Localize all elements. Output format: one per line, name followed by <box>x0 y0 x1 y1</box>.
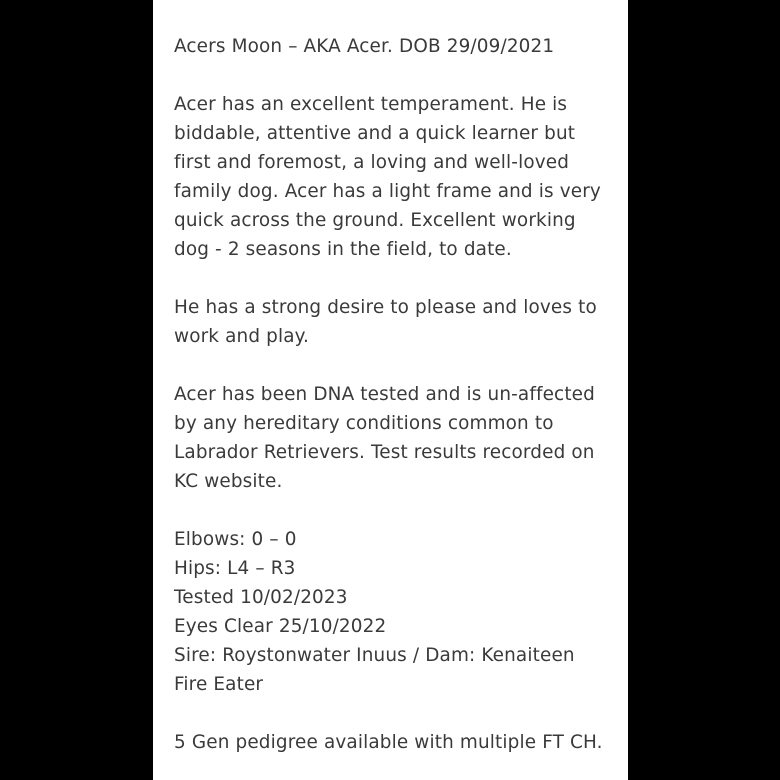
sire-dam-line-continued: Fire Eater <box>174 674 264 695</box>
title-line: Acers Moon – AKA Acer. DOB 29/09/2021 <box>174 36 555 57</box>
temperament-line: dog - 2 seasons in the field, to date. <box>174 239 512 260</box>
elbows-line: Elbows: 0 – 0 <box>174 529 297 550</box>
dna-line: KC website. <box>174 471 283 492</box>
desire-line: He has a strong desire to please and loves to <box>174 297 597 318</box>
hips-line: Hips: L4 – R3 <box>174 558 296 579</box>
dna-line: Labrador Retrievers. Test results recorded on <box>174 442 595 463</box>
desire-paragraph <box>174 293 628 351</box>
dna-line: Acer has been DNA tested and is un-affected <box>174 384 595 405</box>
temperament-line: Acer has an excellent temperament. He is <box>174 94 568 115</box>
sire-dam-line: Sire: Roystonwater Inuus / Dam: Kenaiteen <box>174 645 575 666</box>
pedigree-line: 5 Gen pedigree available with multiple FT CH. <box>174 732 603 753</box>
dna-line: by any hereditary conditions common to <box>174 413 554 434</box>
temperament-paragraph <box>174 90 628 264</box>
eyes-line: Eyes Clear 25/10/2022 <box>174 616 387 637</box>
tested-line: Tested 10/02/2023 <box>174 587 348 608</box>
temperament-line: biddable, attentive and a quick learner but <box>174 123 576 144</box>
document-page <box>153 0 628 780</box>
desire-line: work and play. <box>174 326 310 347</box>
health-paragraph <box>174 525 628 699</box>
temperament-line: first and foremost, a loving and well-loved <box>174 152 570 173</box>
temperament-line: family dog. Acer has a light frame and is very <box>174 181 601 202</box>
temperament-line: quick across the ground. Excellent working <box>174 210 576 231</box>
dna-paragraph <box>174 380 628 496</box>
